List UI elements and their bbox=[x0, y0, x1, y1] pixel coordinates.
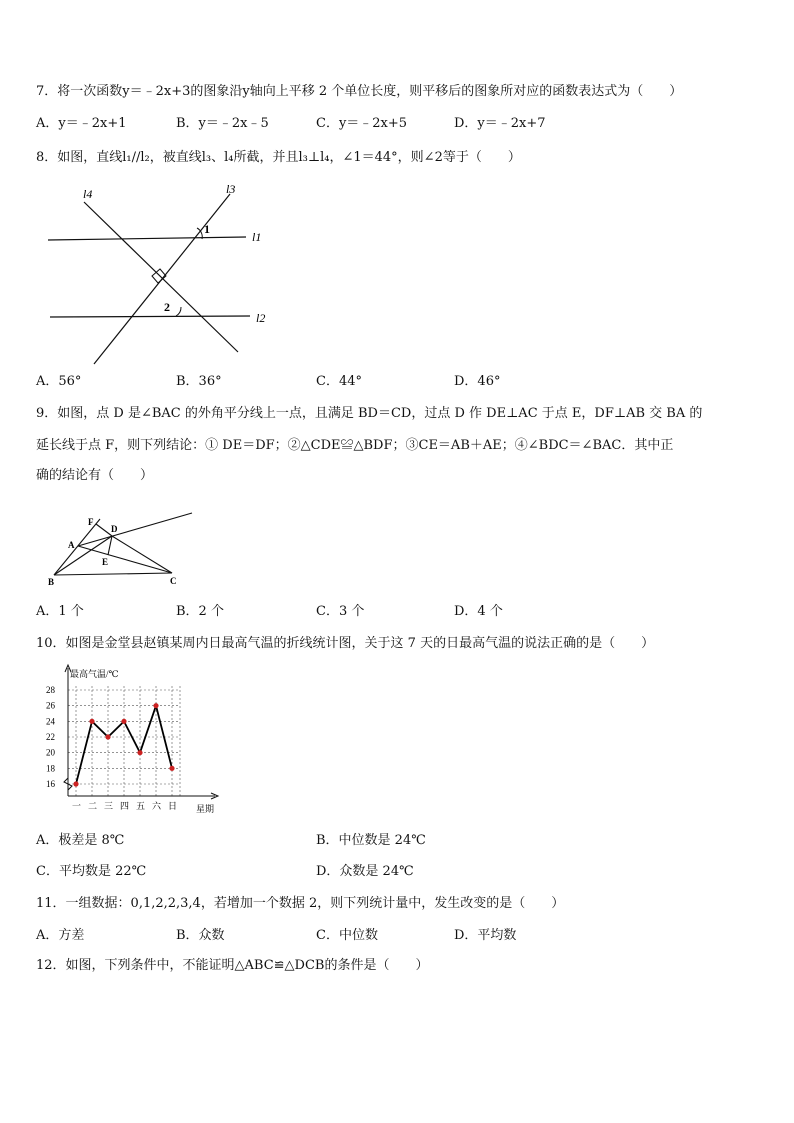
line-l1 bbox=[48, 237, 246, 240]
q8-option-b: B．36° bbox=[176, 374, 222, 389]
x-tick-label: 四 bbox=[120, 801, 130, 811]
segment-df bbox=[96, 524, 112, 536]
q8-option-c: C．44° bbox=[316, 374, 362, 389]
q8-option-a: A．56° bbox=[36, 374, 82, 389]
label-d: D bbox=[111, 524, 118, 534]
q9-triangle-figure bbox=[44, 505, 204, 590]
q11-stem: 11．一组数据：0,1,2,2,3,4，若增加一个数据 2，则下列统计量中，发生改变的是（ ） bbox=[36, 896, 565, 911]
q11-option-c: C．中位数 bbox=[316, 928, 378, 943]
x-tick-label: 二 bbox=[88, 801, 98, 811]
q9-option-a: A．1 个 bbox=[36, 604, 84, 619]
q8-option-d: D．46° bbox=[454, 374, 501, 389]
y-tick-label: 16 bbox=[46, 779, 55, 789]
q11-option-a: A．方差 bbox=[36, 928, 85, 943]
q7-stem: 7．将一次函数y＝﹣2x+3的图象沿y轴向上平移 2 个单位长度，则平移后的图象所对应的函数表达式为（ ） bbox=[36, 84, 683, 99]
q8-parallel-lines-figure bbox=[40, 180, 290, 370]
y-tick-label: 22 bbox=[46, 732, 55, 742]
label-a: A bbox=[68, 540, 75, 550]
q9-stem-line-2: 延长线于点 F，则下列结论：① DE＝DF；②△CDE≌△BDF；③CE＝AB＋AE；④∠BDC＝∠BAC．其中正 bbox=[36, 438, 674, 453]
q10-option-c: C．平均数是 22℃ bbox=[36, 864, 147, 879]
q7-option-a: A．y＝﹣2x+1 bbox=[36, 116, 127, 131]
q11-option-d: D．平均数 bbox=[454, 928, 517, 943]
y-tick-label: 18 bbox=[46, 763, 55, 774]
q10-option-b: B．中位数是 24℃ bbox=[316, 833, 426, 848]
segment-cd bbox=[112, 536, 172, 573]
label-c: C bbox=[170, 576, 177, 586]
segment-bc bbox=[54, 573, 172, 575]
data-point-四 bbox=[121, 719, 126, 724]
q9-option-c: C．3 个 bbox=[316, 604, 365, 619]
q12-stem: 12．如图，下列条件中，不能证明△ABC≌△DCB的条件是（ ） bbox=[36, 958, 429, 973]
label-l1: l1 bbox=[252, 230, 262, 244]
q11-option-b: B．众数 bbox=[176, 928, 225, 943]
temperature-series-line bbox=[76, 706, 172, 784]
label-f: F bbox=[88, 517, 94, 527]
y-tick-label: 24 bbox=[46, 716, 55, 727]
data-point-三 bbox=[105, 734, 110, 739]
q10-option-d: D．众数是 24℃ bbox=[316, 864, 414, 879]
q9-stem-line-1: 9．如图，点 D 是∠BAC 的外角平分线上一点，且满足 BD＝CD，过点 D 作 DE⊥AC 于点 E，DF⊥AB 交 BA 的 bbox=[36, 406, 703, 421]
angle-2-arc bbox=[176, 307, 181, 316]
exterior-bisector bbox=[78, 513, 192, 546]
temperature-line-chart bbox=[40, 660, 230, 820]
label-l4: l4 bbox=[83, 187, 93, 201]
chart-xlabel: 星期 bbox=[196, 804, 215, 814]
q9-stem-line-3: 确的结论有（ ） bbox=[36, 468, 154, 483]
q10-stem: 10．如图是金堂县赵镇某周内日最高气温的折线统计图，关于这 7 天的日最高气温的说法正确的是（ ） bbox=[36, 636, 655, 651]
y-tick-label: 28 bbox=[46, 685, 55, 695]
x-tick-label: 三 bbox=[104, 801, 114, 811]
line-l4 bbox=[84, 202, 238, 352]
label-e: E bbox=[102, 557, 109, 567]
x-tick-label: 五 bbox=[136, 801, 146, 811]
x-tick-label: 一 bbox=[72, 801, 82, 811]
q8-stem: 8．如图，直线l₁//l₂，被直线l₃、l₄所截，并且l₃⊥l₄，∠1＝44°，则∠2等于（ ） bbox=[36, 150, 521, 165]
y-tick-label: 26 bbox=[46, 700, 55, 711]
label-b: B bbox=[48, 577, 55, 587]
data-point-二 bbox=[89, 719, 94, 724]
label-angle-1: 1 bbox=[204, 222, 210, 236]
label-angle-2: 2 bbox=[164, 300, 170, 314]
q7-option-b: B．y＝﹣2x﹣5 bbox=[176, 116, 269, 131]
data-point-日 bbox=[169, 766, 174, 771]
segment-bd bbox=[54, 536, 112, 575]
y-tick-label: 20 bbox=[46, 747, 55, 758]
data-point-五 bbox=[137, 750, 142, 755]
data-point-一 bbox=[73, 781, 78, 786]
q7-option-d: D．y＝﹣2x+7 bbox=[454, 116, 546, 131]
data-point-六 bbox=[153, 703, 158, 708]
label-l3: l3 bbox=[226, 182, 236, 196]
line-l2 bbox=[50, 316, 250, 317]
q9-option-b: B．2 个 bbox=[176, 604, 224, 619]
x-tick-label: 日 bbox=[168, 801, 178, 811]
q9-option-d: D．4 个 bbox=[454, 604, 503, 619]
q7-option-c: C．y＝﹣2x+5 bbox=[316, 116, 408, 131]
label-l2: l2 bbox=[256, 311, 266, 325]
x-tick-label: 六 bbox=[152, 801, 162, 811]
segment-ac bbox=[78, 546, 172, 573]
chart-ylabel: 最高气温/℃ bbox=[70, 669, 119, 679]
segment-ba-extended bbox=[54, 519, 100, 575]
q10-option-a: A．极差是 8℃ bbox=[36, 833, 125, 848]
